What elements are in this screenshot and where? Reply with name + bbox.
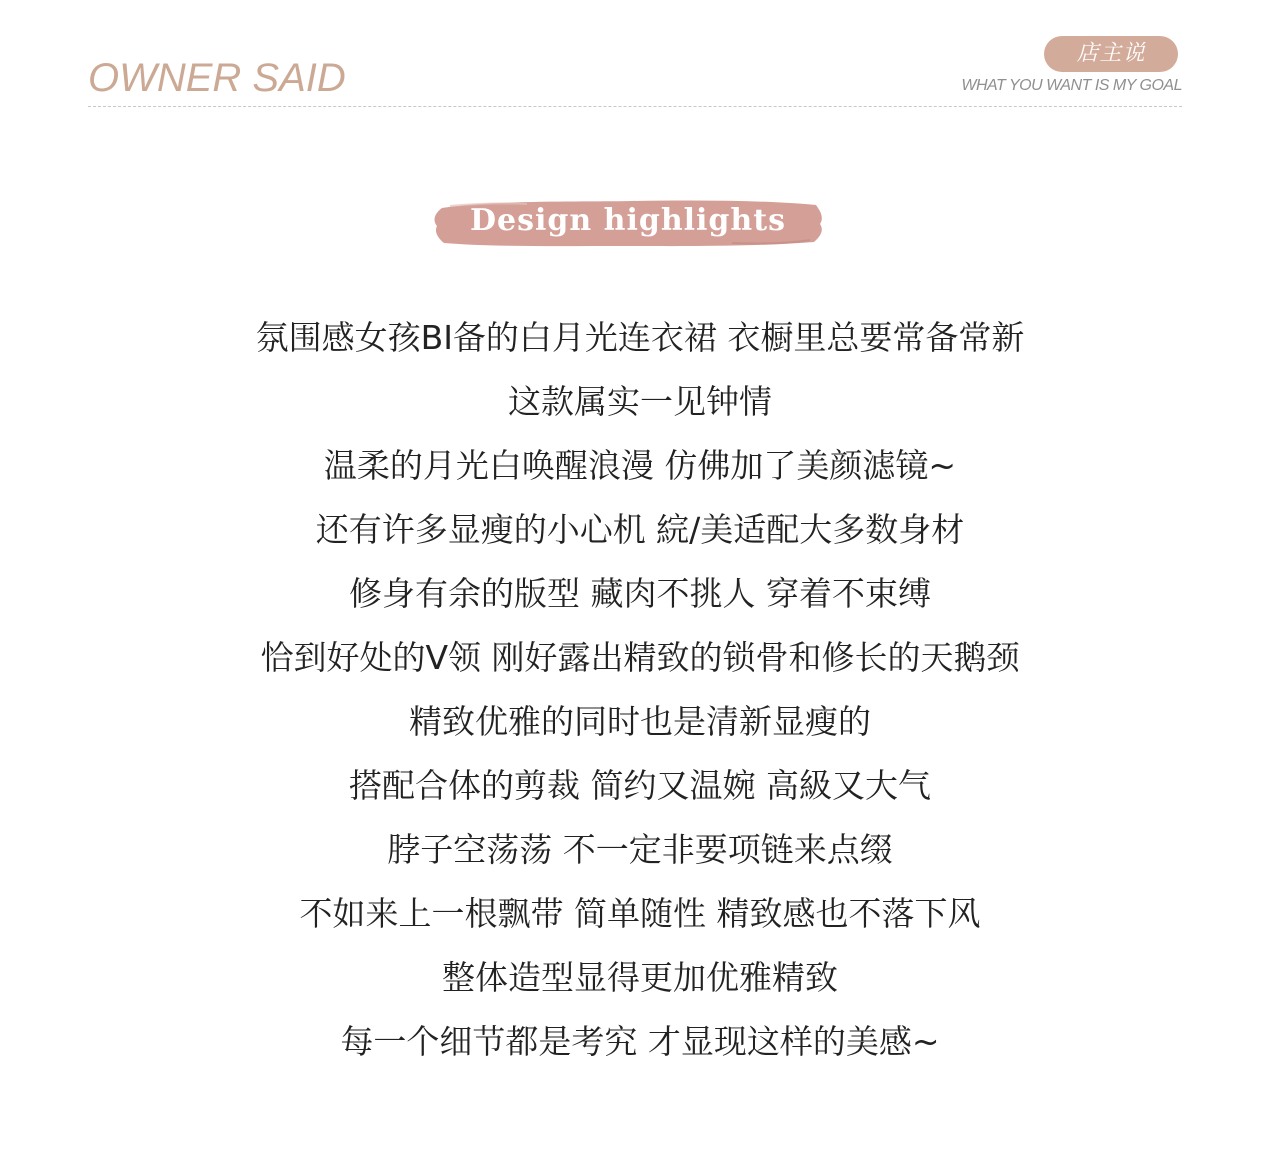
description-line: 恰到好处的V领 刚好露出精致的锁骨和修长的天鹅颈 [260, 638, 1020, 677]
description-line: 这款属实一见钟情 [508, 382, 772, 421]
description-line: 脖子空荡荡 不一定非要项链来点缀 [387, 830, 893, 869]
owner-badge: 店主说 [1044, 36, 1178, 72]
section-header [88, 36, 1182, 108]
banner-label: Design highlights [470, 203, 786, 238]
header-right-group [942, 36, 1182, 98]
description-line: 修身有余的版型 藏肉不挑人 穿着不束缚 [349, 574, 931, 613]
description-line: 还有许多显瘦的小心机 綄/美适配大多数身材 [315, 510, 965, 549]
description-line: 温柔的月光白唤醒浪漫 仿佛加了美颜滤镜~ [323, 446, 957, 485]
description-line: 搭配合体的剪裁 简约又温婉 高級又大气 [349, 766, 931, 805]
description-line: 不如来上一根飘带 简单随性 精致感也不落下风 [299, 894, 981, 933]
owner-said-title: OWNER SAID [88, 56, 346, 100]
description-line: 每一个细节都是考究 才显现这样的美感~ [340, 1022, 940, 1061]
dashed-divider [88, 106, 1182, 107]
description-text-block [140, 306, 1140, 1074]
description-line: 精致优雅的同时也是清新显瘦的 [409, 702, 871, 741]
description-line: 整体造型显得更加优雅精致 [442, 958, 838, 997]
description-line: 氛围感女孩BI备的白月光连衣裙 衣橱里总要常备常新 [255, 318, 1025, 357]
design-highlights-banner [432, 196, 824, 250]
slogan-text: WHAT YOU WANT IS MY GOAL [961, 77, 1182, 94]
